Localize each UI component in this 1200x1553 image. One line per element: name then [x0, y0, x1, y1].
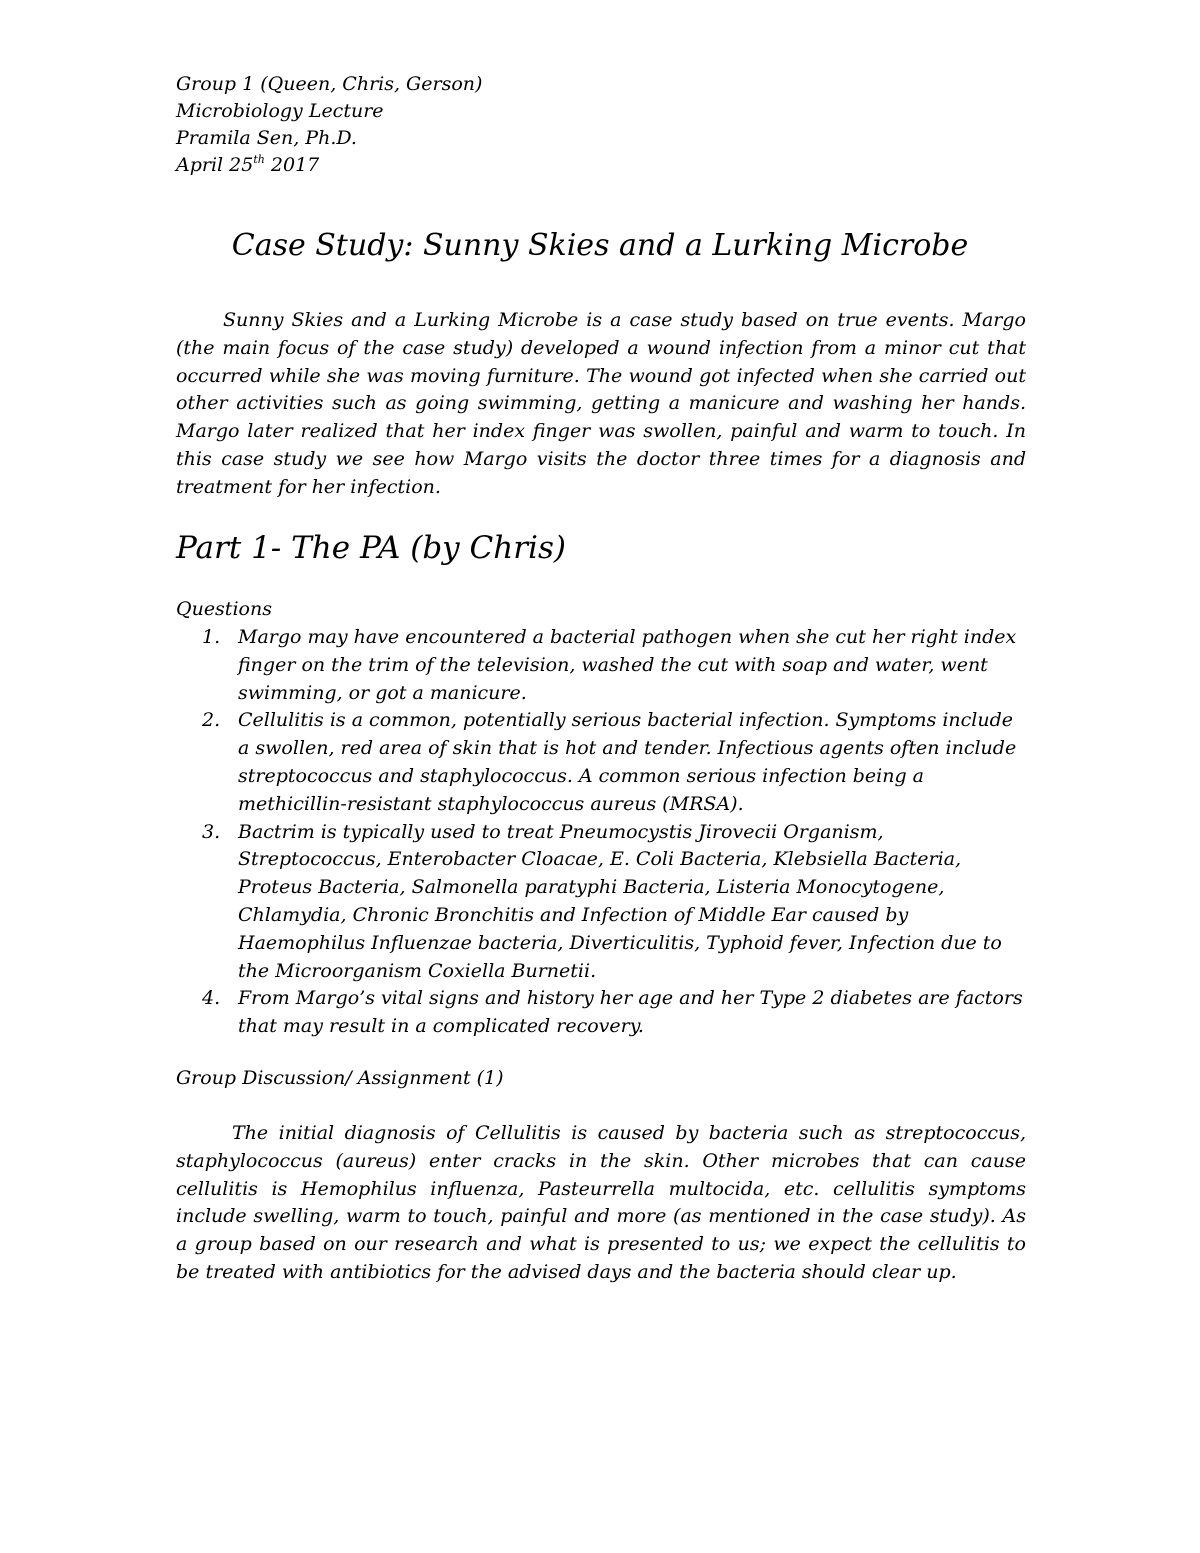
- question-text: Margo may have encountered a bacterial pathogen when she cut her right index finger on the trim of the television, washed the cut with soap and water, went swimming, or got a manicure.: [238, 626, 1017, 704]
- intro-paragraph: Sunny Skies and a Lurking Microbe is a case study based on true events. Margo (the main focus of the case study) developed a wound infection from a minor cut that occurred while she was moving furniture. The wound got infected when she carried out other activities such as going swimming, getting a manicure and washing her hands. Margo later realized that her index finger was swollen, painful and warm to touch. In this case study we see how Margo visits the doctor three times for a diagnosis and treatment for her infection.: [176, 309, 1026, 498]
- date-prefix: April 25: [176, 154, 254, 176]
- list-item: [176, 707, 1028, 818]
- question-text: From Margo’s vital signs and history her age and her Type 2 diabetes are factors that may result in a complicated recovery.: [238, 987, 1023, 1038]
- question-number: 4.: [202, 987, 221, 1010]
- question-number: 2.: [202, 709, 221, 732]
- date-suffix: 2017: [264, 154, 320, 176]
- part1-heading: Part 1- The PA (by Chris): [176, 530, 566, 566]
- instructor-line: Pramila Sen, Ph.D.: [176, 127, 357, 149]
- questions-label: Questions: [176, 598, 272, 620]
- question-text: Cellulitis is a common, potentially serious bacterial infection. Symptoms include a swollen, red area of skin that is hot and tender. Infectious agents often include streptococcus and staphylococcus. A common serious infection being a methicillin-resistant staphylococcus aureus (MRSA).: [238, 709, 1017, 815]
- question-text: Bactrim is typically used to treat Pneumocystis Jirovecii Organism, Streptococcus, Enterobacter Cloacae, E. Coli Bacteria, Klebsiella Bacteria, Proteus Bacteria, Salmonella paratyphi Bacteria, Listeria Monocytogene, Chlamydia, Chronic Bronchitis and Infection of Middle Ear caused by Haemophilus Influenzae bacteria, Diverticulitis, Typhoid fever, Infection due to the Microorganism Coxiella Burnetii.: [238, 820, 1002, 982]
- question-number: 1.: [202, 626, 221, 648]
- document-header: [176, 71, 776, 179]
- list-item: [176, 819, 1028, 986]
- question-number: 3.: [202, 820, 221, 843]
- date-line: [176, 152, 776, 179]
- discussion-label: Group Discussion/ Assignment (1): [176, 1067, 504, 1089]
- course-line: Microbiology Lecture: [176, 100, 384, 122]
- discussion-paragraph: The initial diagnosis of Cellulitis is caused by bacteria such as streptococcus, staphylococcus (aureus) enter cracks in the skin. Other microbes that can cause cellulitis is Hemophilus influenza, Pasteurrella multocida, etc. cellulitis symptoms include swelling, warm to touch, painful and more (as mentioned in the case study). As a group based on our research and what is presented to us; we expect the cellulitis to be treated with antibiotics for the advised days and the bacteria should clear up.: [176, 1122, 1026, 1283]
- questions-list: [176, 624, 1028, 1041]
- list-item: [176, 624, 1028, 707]
- date-superscript: th: [253, 153, 265, 166]
- list-item: [176, 985, 1028, 1041]
- group-line: Group 1 (Queen, Chris, Gerson): [176, 73, 483, 95]
- document-title: Case Study: Sunny Skies and a Lurking Microbe: [231, 228, 969, 263]
